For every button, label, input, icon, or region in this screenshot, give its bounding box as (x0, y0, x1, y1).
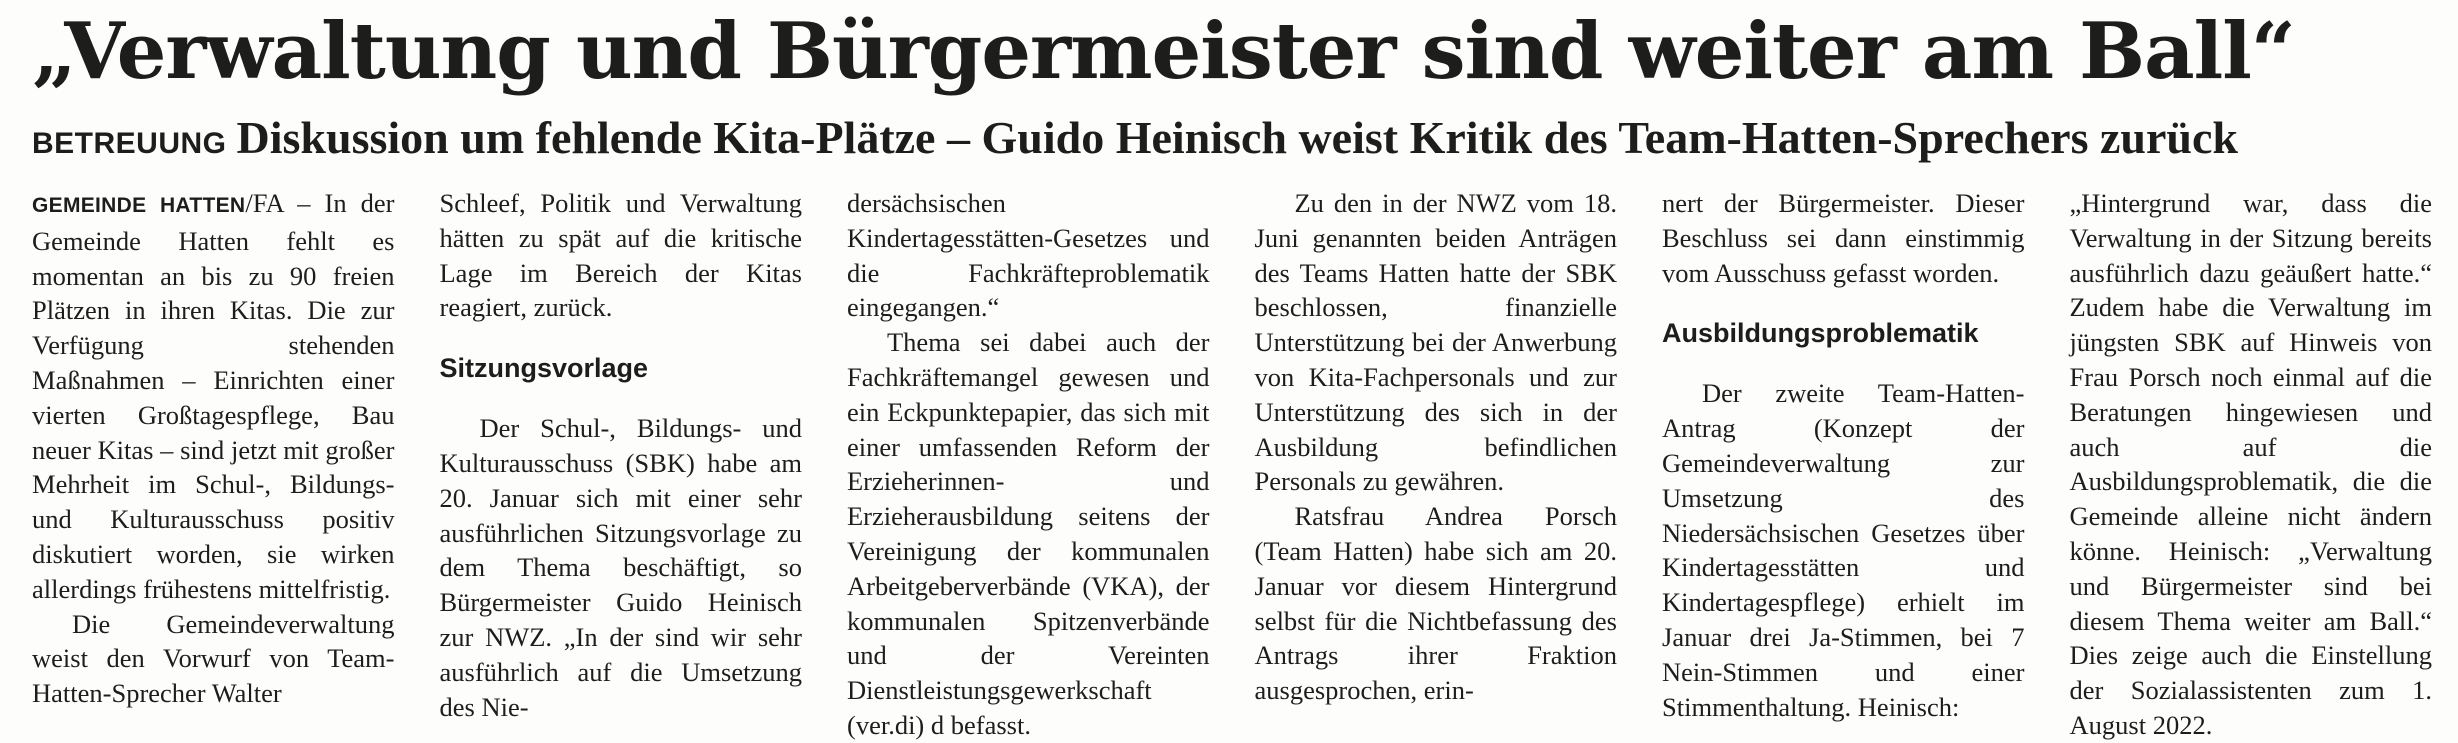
paragraph: Schleef, Politik und Verwaltung hätten zu spät auf die kritische Lage im Bereich der Kitas reagiert, zurück. (439, 188, 802, 323)
paragraph: Der zweite Team-Hatten-Antrag (Konzept der Gemeindeverwaltung zur Umsetzung des Niedersächsischen Gesetzes über Kindertagesstätten und Kindertagespflege) erhielt im Januar drei Ja-Stimmen, bei 7 Nein-Stimmen und einer Stimmenthaltung. Heinisch: (1662, 378, 2025, 722)
column-4 (1255, 186, 1618, 706)
paragraph: Ratsfrau Andrea Porsch (Team Hatten) habe sich am 20. Januar vor diesem Hintergrund selbst für die Nichtbefassung des Antrags ihrer Fraktion ausgesprochen, erin- (1254, 501, 1617, 706)
lead-paragraph (32, 186, 395, 607)
kicker: BETREUUNG (32, 127, 227, 160)
article-body (32, 186, 2432, 740)
dateline: GEMEINDE HATTEN (32, 194, 246, 217)
headline: „Verwaltung und Bürgermeister sind weiter am Ball“ (32, 6, 2295, 97)
section-heading-ausbildungsproblematik: Ausbildungsproblematik (1662, 318, 1979, 349)
paragraph: „Hintergrund war, dass die Verwaltung in der Sitzung bereits ausführlich dazu geäußert hatte.“ Zudem habe die Verwaltung im jüngsten SBK auf Hinweis von Frau Porsch noch einmal auf die Beratungen hingewiesen und auch auf die Ausbildungsproblematik, die die Gemeinde alleine nicht ändern könne. Heinisch: „Verwaltung und Bürgermeister sind bei diesem Thema weiter am Ball.“ Dies zeige auch die Einstellung der Sozialassistenten zum 1. August 2022. (2069, 188, 2432, 740)
paragraph: dersächsischen Kindertagesstätten-Gesetzes und die Fachkräfteproblematik eingegangen.“ (847, 188, 1210, 323)
column-5 (1662, 186, 2025, 722)
subheadline-text: Diskussion um fehlende Kita-Plätze – Guido Heinisch weist Kritik des Team-Hatten-Sprechers zurück (236, 112, 2238, 163)
subheadline (32, 110, 2238, 172)
paragraph: Thema sei dabei auch der Fachkräftemangel gewesen und ein Eckpunktepapier, das sich mit einer umfassenden Reform der Erzieherinnen- und Erzieherausbildung seitens der Vereinigung der kommunalen Arbeitgeberverbände (VKA), der kommunalen Spitzenverbände und der Vereinten Dienstleistungsgewerkschaft (ver.di) d befasst. (847, 327, 1210, 740)
paragraph: Die Gemeindeverwaltung weist den Vorwurf von Team-Hatten-Sprecher Walter (32, 608, 395, 709)
section-heading-sitzungsvorlage: Sitzungsvorlage (439, 353, 649, 384)
author-tag: /FA (245, 188, 284, 218)
lead-text: – In der Gemeinde Hatten fehlt es momentan an bis zu 90 freien Plätzen in ihren Kitas. Die zur Verfügung stehenden Maßnahmen – Einrichten einer vierten Großtagespflege, Bau neuer Kitas – sind jetzt mit großer Mehrheit im Schul-, Bildungs- und Kulturausschuss positiv diskutiert worden, sie wirken allerdings frühestens mittelfristig. (32, 188, 395, 604)
paragraph: Zu den in der NWZ vom 18. Juni genannten beiden Anträgen des Teams Hatten hatte der SBK beschlossen, finanzielle Unterstützung bei der Anwerbung von Kita-Fachpersonals und zur Unterstützung des sich in der Ausbildung befindlichen Personals zu gewähren. (1254, 188, 1617, 497)
paragraph: nert der Bürgermeister. Dieser Beschluss sei dann einstimmig vom Ausschuss gefasst worden. (1662, 188, 2025, 288)
column-2 (439, 186, 803, 722)
column-1 (32, 186, 395, 709)
column-3 (847, 186, 1210, 740)
paragraph: Der Schul-, Bildungs- und Kulturausschuss (SBK) habe am 20. Januar sich mit einer sehr ausführlichen Sitzungsvorlage zu dem Thema beschäftigt, so Bürgermeister Guido Heinisch zur NWZ. „In der sind wir sehr ausführlich auf die Umsetzung des Nie- (439, 413, 802, 722)
column-6 (2069, 186, 2433, 740)
